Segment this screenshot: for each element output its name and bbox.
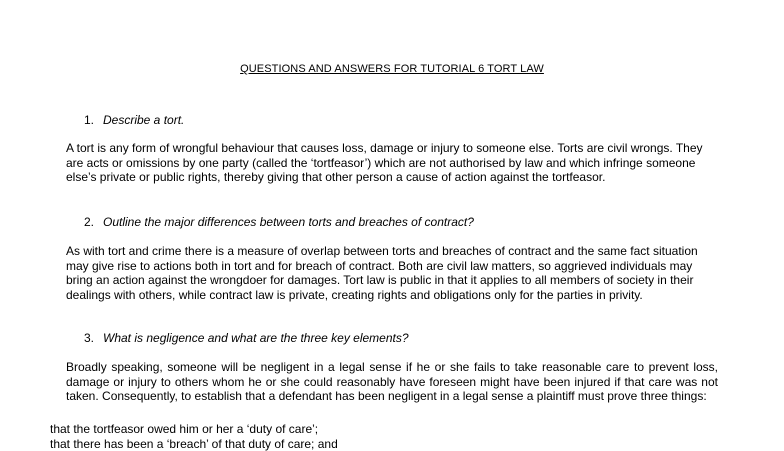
question-3-number: 3.	[84, 331, 103, 345]
question-1-number: 1.	[84, 113, 103, 127]
list-item: that the tortfeasor owed him or her a ‘duty of care’;	[50, 422, 338, 437]
list-item: that there has been a ‘breach’ of that duty of care; and	[50, 437, 338, 451]
negligence-elements-list	[50, 422, 338, 451]
question-2	[84, 215, 474, 229]
document-title: QUESTIONS AND ANSWERS FOR TUTORIAL 6 TORT LAW	[0, 63, 784, 75]
answer-2: As with tort and crime there is a measure of overlap between torts and breaches of contract and the same fact situation may give rise to actions both in tort and for breach of contract. Both are civil law matters, so aggrieved individuals may bring an action against the wrongdoer for damages. Tort law is public in that it applies to all members of society in their dealings with others, while contract law is private, creating rights and obligations only for the parties in privity.	[66, 244, 718, 302]
question-1-text: Describe a tort.	[103, 113, 184, 127]
answer-1: A tort is any form of wrongful behaviour that causes loss, damage or injury to someone else. Torts are civil wrongs. They are acts or omissions by one party (called the ‘tortfeasor’) which are not authorised by law and which infringe someone else’s private or public rights, thereby giving that other person a cause of action against the tortfeasor.	[66, 141, 718, 185]
question-3	[84, 331, 409, 345]
question-3-text: What is negligence and what are the three key elements?	[103, 331, 409, 345]
question-2-number: 2.	[84, 215, 103, 229]
answer-3: Broadly speaking, someone will be negligent in a legal sense if he or she fails to take reasonable care to prevent loss, damage or injury to others whom he or she could reasonably have foreseen might have been injured if that care was not taken. Consequently, to establish that a defendant has been negligent in a legal sense a plaintiff must prove three things:	[66, 360, 718, 404]
question-2-text: Outline the major differences between torts and breaches of contract?	[103, 215, 474, 229]
question-1	[84, 113, 184, 127]
